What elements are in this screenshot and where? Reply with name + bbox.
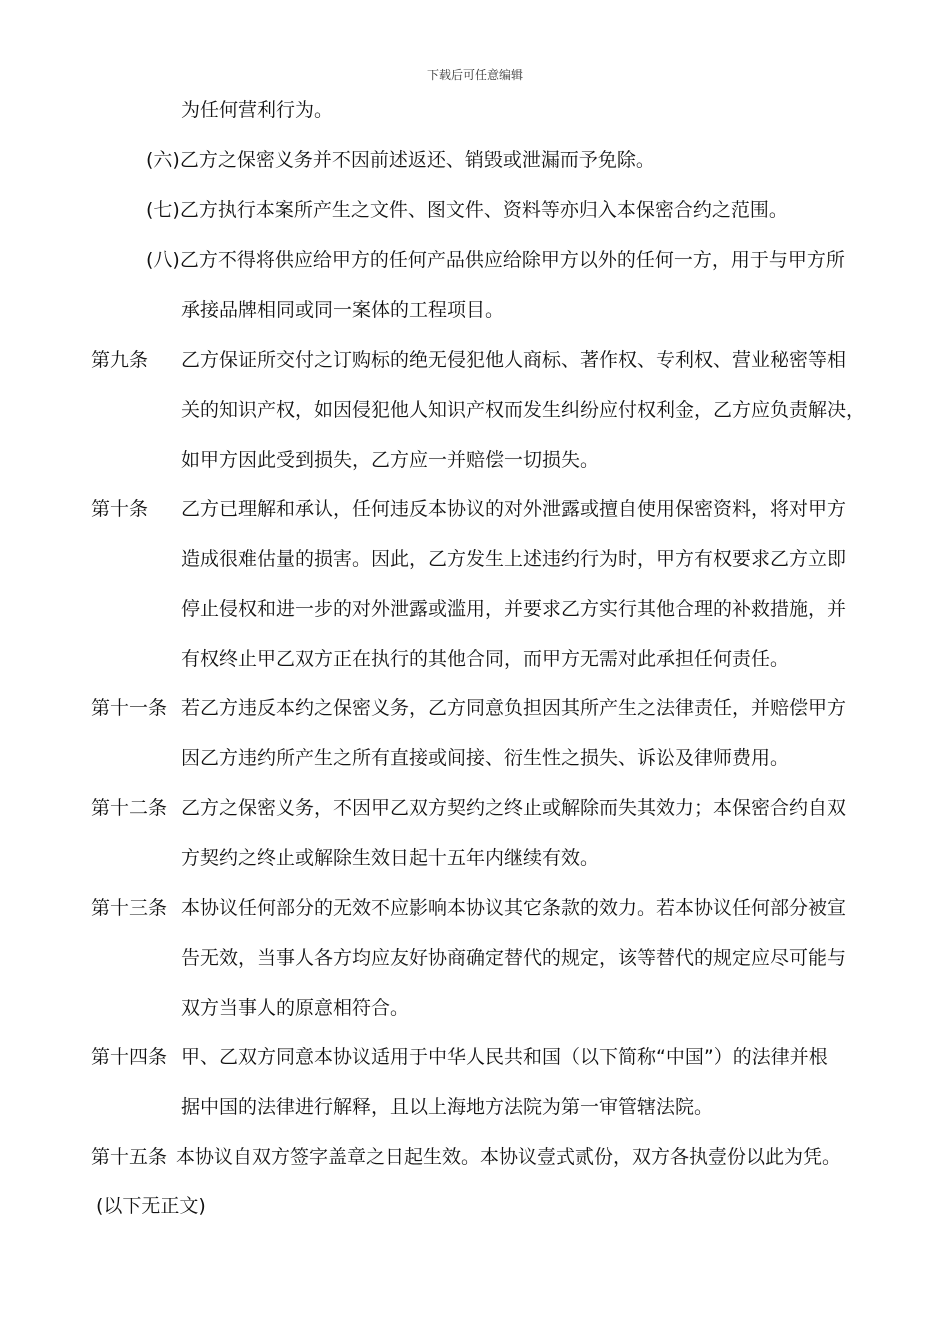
article-number: 第十五条 [91, 1146, 168, 1168]
article-number: 第十三条 [91, 897, 168, 919]
article-number: 第十二条 [91, 797, 168, 819]
text-line: 有权终止甲乙双方正在执行的其他合同，而甲方无需对此承担任何责任。 [181, 648, 790, 670]
text-line: 如甲方因此受到损失，乙方应一并赔偿一切损失。 [181, 449, 600, 471]
page-header: 下载后可任意编辑 [426, 68, 523, 82]
text-line: 甲、乙双方同意本协议适用于中华人民共和国（以下简称“中国”）的法律并根 [181, 1046, 828, 1068]
text-line: 双方当事人的原意相符合。 [181, 997, 410, 1019]
text-line: 本协议任何部分的无效不应影响本协议其它条款的效力。若本协议任何部分被宣 [181, 897, 847, 919]
article-number: 第九条 [91, 349, 149, 371]
text-line: 停止侵权和进一步的对外泄露或滥用，并要求乙方实行其他合理的补救措施，并 [181, 598, 847, 620]
text-line: 据中国的法律进行解释，且以上海地方法院为第一审管辖法院。 [181, 1096, 714, 1118]
text-line: 乙方已理解和承认，任何违反本协议的对外泄露或擅自使用保密资料，将对甲方 [181, 498, 847, 520]
text-line: 造成很难估量的损害。因此，乙方发生上述违约行为时，甲方有权要求乙方立即 [181, 548, 847, 570]
text-line: 本协议自双方签字盖章之日起生效。本协议壹式贰份，双方各执壹份以此为凭。 [176, 1146, 842, 1168]
text-line: 乙方保证所交付之订购标的绝无侵犯他人商标、著作权、专利权、营业秘密等相 [181, 349, 847, 371]
text-line: 若乙方违反本约之保密义务，乙方同意负担因其所产生之法律责任，并赔偿甲方 [181, 697, 847, 719]
end-note: (以下无正文) [96, 1195, 206, 1217]
text-line: 方契约之终止或解除生效日起十五年内继续有效。 [181, 847, 600, 869]
text-line: 为任何营利行为。 [181, 99, 334, 121]
text-line: (七)乙方执行本案所产生之文件、图文件、资料等亦归入本保密合约之范围。 [146, 199, 788, 221]
text-line: (八)乙方不得将供应给甲方的任何产品供应给除甲方以外的任何一方，用于与甲方所 [146, 249, 845, 271]
text-line: 承接品牌相同或同一案体的工程项目。 [181, 299, 505, 321]
text-line: 关的知识产权，如因侵犯他人知识产权而发生纠纷应付权利金，乙方应负责解决， [181, 399, 866, 421]
text-line: 乙方之保密义务，不因甲乙双方契约之终止或解除而失其效力；本保密合约自双 [181, 797, 847, 819]
text-line: 告无效，当事人各方均应友好协商确定替代的规定，该等替代的规定应尽可能与 [181, 947, 847, 969]
text-line: 因乙方违约所产生之所有直接或间接、衍生性之损失、诉讼及律师费用。 [181, 747, 790, 769]
article-number: 第十条 [91, 498, 149, 520]
article-number: 第十四条 [91, 1046, 168, 1068]
text-line: (六)乙方之保密义务并不因前述返还、销毁或泄漏而予免除。 [146, 149, 655, 171]
article-number: 第十一条 [91, 697, 168, 719]
